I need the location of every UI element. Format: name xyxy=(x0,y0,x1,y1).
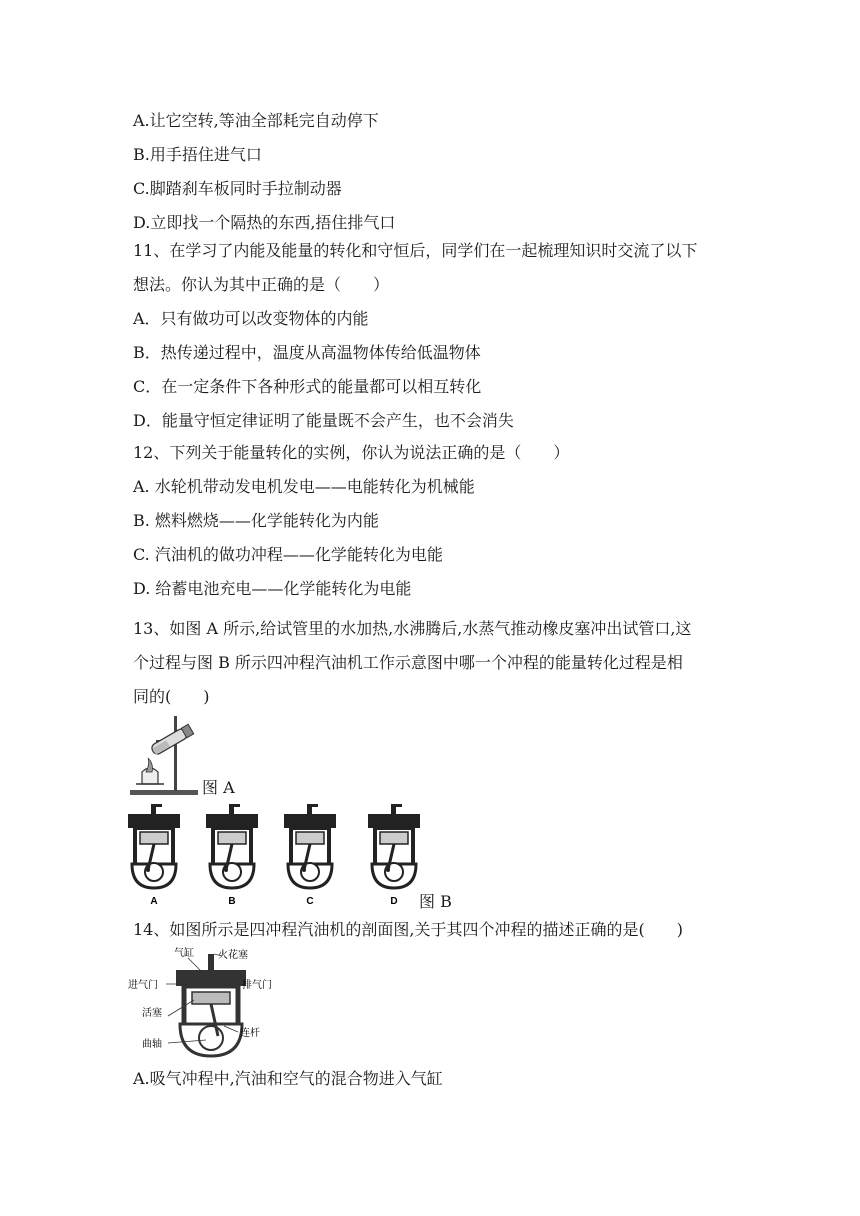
q10-option-c: C.脚踏刹车板同时手拉制动器 xyxy=(133,179,342,198)
engine-label-b: B xyxy=(228,896,236,907)
test-tube-heating-icon xyxy=(128,712,202,796)
q14-stem: 14、如图所示是四冲程汽油机的剖面图,关于其四个冲程的描述正确的是( ) xyxy=(133,920,683,939)
q11-stem-line1: 11、在学习了内能及能量的转化和守恒后，同学们在一起梳理知识时交流了以下 xyxy=(133,241,698,260)
q12-option-d: D. 给蓄电池充电——化学能转化为电能 xyxy=(133,579,412,598)
engine-stroke-d xyxy=(368,804,420,888)
q13-stem-line3: 同的( ) xyxy=(133,687,210,706)
engine-stroke-c xyxy=(284,804,336,888)
figure-b-label: 图 B xyxy=(419,892,452,911)
label-crankshaft: 曲轴 xyxy=(142,1039,162,1050)
engine-cross-section-icon xyxy=(126,944,280,1062)
q12-option-a: A. 水轮机带动发电机发电——电能转化为机械能 xyxy=(133,477,475,496)
q12-option-c: C. 汽油机的做功冲程——化学能转化为电能 xyxy=(133,545,443,564)
engine-label-c: C xyxy=(306,896,314,907)
q11-option-b: B．热传递过程中，温度从高温物体传给低温物体 xyxy=(133,343,481,362)
label-intake-valve: 进气门 xyxy=(128,980,158,991)
figure-a-label: 图 A xyxy=(202,778,235,797)
q11-option-c: C．在一定条件下各种形式的能量都可以相互转化 xyxy=(133,377,482,396)
label-cylinder: 气缸 xyxy=(174,948,194,959)
q12-option-b: B. 燃料燃烧——化学能转化为内能 xyxy=(133,511,379,530)
engine-stroke-b xyxy=(206,804,258,888)
q10-option-d: D.立即找一个隔热的东西,捂住排气口 xyxy=(133,213,396,232)
engine-diagram-group xyxy=(126,800,426,908)
q10-option-b: B.用手捂住进气口 xyxy=(133,145,262,164)
q11-stem-line2: 想法。你认为其中正确的是（ ） xyxy=(133,275,390,294)
engine-label-d: D xyxy=(390,896,398,907)
label-piston: 活塞 xyxy=(142,1008,162,1019)
label-exhaust-valve: 排气门 xyxy=(242,980,272,991)
q13-stem-line1: 13、如图 A 所示,给试管里的水加热,水沸腾后,水蒸气推动橡皮塞冲出试管口,这 xyxy=(133,619,692,638)
q12-stem: 12、下列关于能量转化的实例，你认为说法正确的是（ ） xyxy=(133,443,570,462)
engine-label-a: A xyxy=(150,896,158,907)
label-spark-plug: 火花塞 xyxy=(218,950,248,961)
q14-option-a: A.吸气冲程中,汽油和空气的混合物进入气缸 xyxy=(133,1069,443,1088)
figure-a-test-tube-apparatus xyxy=(128,712,202,796)
engine-cross-section-diagram xyxy=(126,944,280,1062)
q11-option-d: D．能量守恒定律证明了能量既不会产生，也不会消失 xyxy=(133,411,514,430)
q13-stem-line2: 个过程与图 B 所示四冲程汽油机工作示意图中哪一个冲程的能量转化过程是相 xyxy=(133,653,683,672)
label-connecting-rod: 连杆 xyxy=(240,1028,260,1039)
q10-option-a: A.让它空转,等油全部耗完自动停下 xyxy=(133,111,379,130)
q11-option-a: A．只有做功可以改变物体的内能 xyxy=(133,309,369,328)
engine-stroke-a xyxy=(128,804,180,888)
figure-b-engine-strokes xyxy=(126,800,426,908)
